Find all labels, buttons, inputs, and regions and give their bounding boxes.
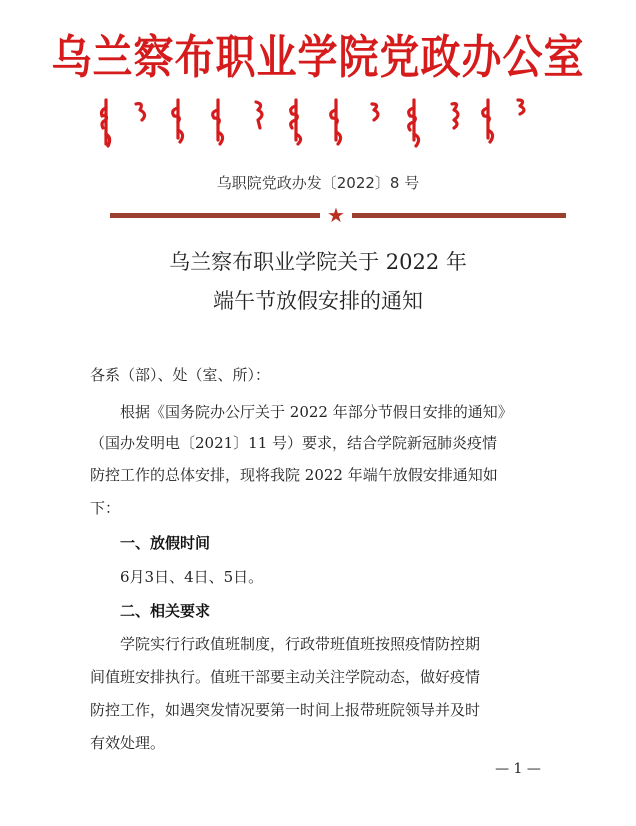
notice-title-line-1: 乌兰察布职业学院关于 2022 年 bbox=[169, 250, 467, 274]
document-number: 乌职院党政办发〔2022〕8 号 bbox=[216, 174, 420, 192]
section-heading-holiday-time: 一、放假时间 bbox=[120, 534, 211, 552]
requirements-paragraph-line-2: 间值班安排执行。值班干部要主动关注学院动态，做好疫情 bbox=[90, 668, 481, 686]
requirements-paragraph-line-1: 学院实行行政值班制度，行政带班值班按照疫情防控期 bbox=[120, 635, 481, 653]
page-number: — 1 — bbox=[495, 761, 541, 777]
divider-line-left bbox=[110, 213, 320, 218]
salutation: 各系（部）、处（室、所）： bbox=[90, 366, 271, 384]
requirements-paragraph-line-4: 有效处理。 bbox=[90, 734, 166, 752]
section-text-holiday-dates: 6月3日、4日、5日。 bbox=[120, 568, 264, 586]
mongolian-script-logo bbox=[96, 92, 536, 154]
masthead-title: 乌兰察布职业学院党政办公室 bbox=[51, 30, 585, 85]
intro-paragraph-line-1: 根据《国务院办公厅关于 2022 年部分节假日安排的通知》 bbox=[120, 403, 513, 421]
divider-line-right bbox=[352, 213, 566, 218]
section-heading-requirements: 二、相关要求 bbox=[120, 602, 211, 620]
intro-paragraph-line-3: 防控工作的总体安排，现将我院 2022 年端午放假安排通知如 bbox=[90, 466, 498, 484]
requirements-paragraph-line-3: 防控工作，如遇突发情况要第一时间上报带班院领导并及时 bbox=[90, 701, 481, 719]
intro-paragraph-line-4: 下： bbox=[90, 499, 121, 517]
notice-title-line-2: 端午节放假安排的通知 bbox=[213, 289, 423, 313]
star-icon: ★ bbox=[327, 203, 345, 227]
intro-paragraph-line-2: （国办发明电〔2021〕11 号）要求，结合学院新冠肺炎疫情 bbox=[90, 434, 498, 452]
